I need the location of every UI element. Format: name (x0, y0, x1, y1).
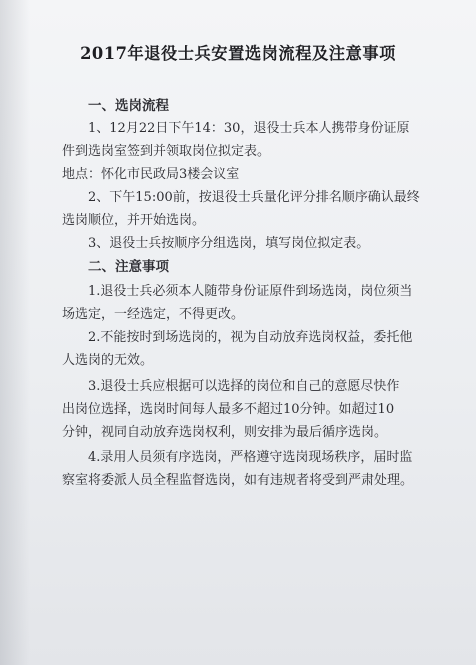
section1-heading: 一、选岗流程 (88, 98, 169, 114)
note-1-line1: 1.退役士兵必须本人随带身份证原件到场选岗，岗位须当 (88, 284, 413, 299)
process-step-1-line2: 件到选岗室签到并领取岗位拟定表。 (62, 144, 271, 159)
note-3-line2: 出岗位选择，选岗时间每人最多不超过10分钟。如超过10 (62, 402, 395, 417)
note-2-line2: 人选岗的无效。 (62, 353, 154, 368)
process-step-1-line1: 1、12月22日下午14：30，退役士兵本人携带身份证原 (88, 121, 410, 136)
note-1-line2: 场选定，一经选定，不得更改。 (62, 307, 245, 322)
location-text: 地点：怀化市民政局3楼会议室 (62, 167, 240, 182)
process-step-3: 3、退役士兵按顺序分组选岗，填写岗位拟定表。 (88, 236, 370, 251)
process-step-2-line2: 选岗顺位，并开始选岗。 (62, 213, 206, 228)
note-3-line3: 分钟，视同自动放弃选岗权利，则安排为最后循序选岗。 (62, 425, 388, 440)
note-4-line1: 4.录用人员须有序选岗，严格遵守选岗现场秩序，届时监 (88, 450, 413, 465)
note-3-line1: 3.退役士兵应根据可以选择的岗位和自己的意愿尽快作 (88, 379, 400, 394)
section2-heading: 二、注意事项 (88, 259, 169, 275)
page-edge-shadow (0, 0, 30, 665)
document-title: 2017年退役士兵安置选岗流程及注意事项 (80, 44, 396, 63)
process-step-2-line1: 2、下午15:00前，按退役士兵量化评分排名顺序确认最终 (88, 190, 420, 205)
note-4-line2: 察室将委派人员全程监督选岗，如有违规者将受到严肃处理。 (62, 473, 414, 488)
note-2-line1: 2.不能按时到场选岗的，视为自动放弃选岗权益，委托他 (88, 330, 413, 345)
